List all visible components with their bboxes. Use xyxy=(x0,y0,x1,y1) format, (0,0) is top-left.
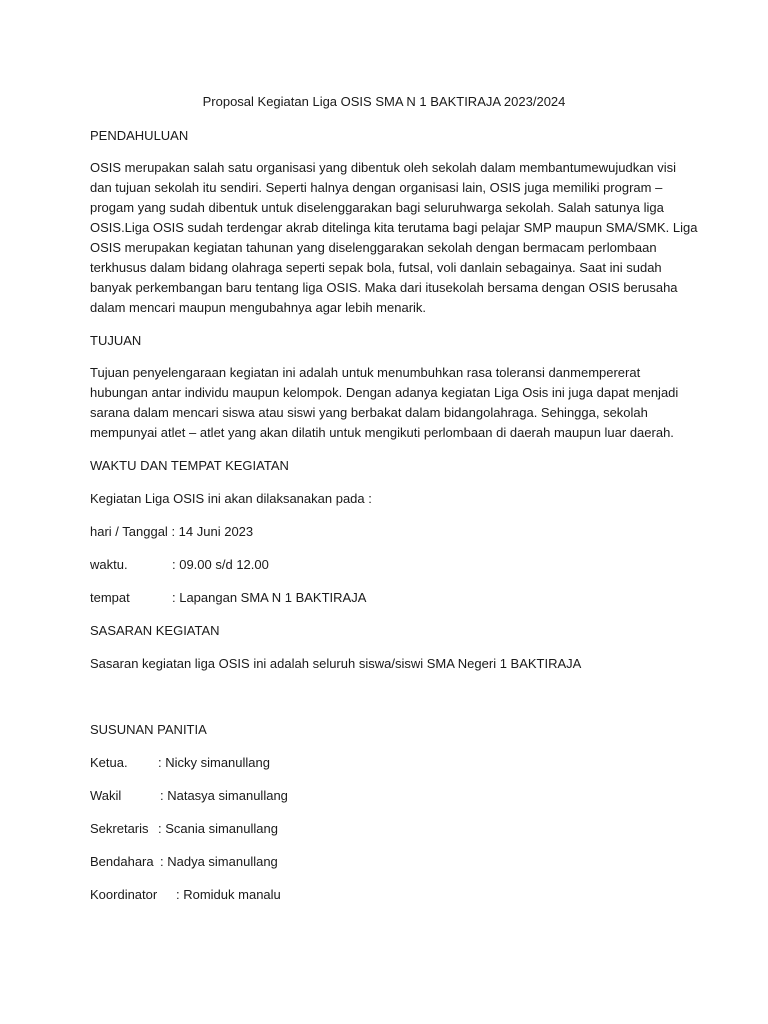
pendahuluan-paragraph xyxy=(90,158,697,318)
row-key: hari / Tanggal xyxy=(90,524,168,539)
paragraph-line: hubungan antar individu maupun kelompok. Dengan adanya kegiatan Liga Osis ini juga dapat menjadi xyxy=(90,385,679,400)
row-key: Sekretaris xyxy=(90,821,149,836)
panitia-row-sekretaris xyxy=(90,819,278,839)
paragraph-line: dan tujuan sekolah itu sendiri. Seperti halnya dengan organisasi lain, OSIS juga memiliki program – xyxy=(90,180,663,195)
paragraph-line: OSIS merupakan salah satu organisasi yang dibentuk oleh sekolah dalam membantumewujudkan visi xyxy=(90,160,677,175)
row-key: tempat xyxy=(90,590,130,605)
panitia-row-wakil xyxy=(90,786,288,806)
row-key: Bendahara xyxy=(90,854,154,869)
panitia-row-ketua xyxy=(90,753,270,773)
row-value: : Scania simanullang xyxy=(158,821,278,836)
waktu-row-tempat xyxy=(90,588,366,608)
row-value: : Lapangan SMA N 1 BAKTIRAJA xyxy=(172,590,367,605)
paragraph-line: mempunyai atlet – atlet yang akan dilatih untuk mengikuti perlombaan di daerah maupun luar daerah. xyxy=(90,425,674,440)
tujuan-paragraph xyxy=(90,363,678,443)
section-heading-sasaran: SASARAN KEGIATAN xyxy=(90,623,220,638)
section-heading-tujuan: TUJUAN xyxy=(90,333,142,348)
row-value: : Nadya simanullang xyxy=(160,854,278,869)
waktu-row-tanggal xyxy=(90,522,253,542)
waktu-intro: Kegiatan Liga OSIS ini akan dilaksanakan pada : xyxy=(90,491,372,506)
waktu-row-waktu xyxy=(90,555,269,575)
paragraph-line: OSIS.Liga OSIS sudah terdengar akrab ditelinga kita terutama bagi pelajar SMP maupun SMA/SMK. Liga xyxy=(90,220,698,235)
section-heading-pendahuluan: PENDAHULUAN xyxy=(90,128,189,143)
row-key: Ketua. xyxy=(90,755,128,770)
paragraph-line: terkhusus dalam bidang olahraga seperti sepak bola, futsal, voli danlain sebagainya. Saat ini sudah xyxy=(90,260,662,275)
row-key: Koordinator xyxy=(90,887,158,902)
sasaran-text: Sasaran kegiatan liga OSIS ini adalah seluruh siswa/siswi SMA Negeri 1 BAKTIRAJA xyxy=(90,656,582,671)
paragraph-line: progam yang sudah dibentuk untuk diselenggarakan bagi seluruhwarga sekolah. Salah satunya liga xyxy=(90,200,664,215)
row-value: : Natasya simanullang xyxy=(160,788,288,803)
row-value: : 14 Juni 2023 xyxy=(171,524,254,539)
section-heading-waktu: WAKTU DAN TEMPAT KEGIATAN xyxy=(90,458,289,473)
paragraph-line: OSIS merupakan kegiatan tahunan yang diselenggarakan sekolah dengan bermacam perlombaan xyxy=(90,240,657,255)
paragraph-line: dalam mencari maupun mengubahnya agar lebih menarik. xyxy=(90,300,427,315)
row-value: : 09.00 s/d 12.00 xyxy=(172,557,269,572)
paragraph-line: Tujuan penyelengaraan kegiatan ini adalah untuk menumbuhkan rasa toleransi danmempererat xyxy=(90,365,641,380)
row-value: : Nicky simanullang xyxy=(158,755,270,770)
section-heading-panitia: SUSUNAN PANITIA xyxy=(90,722,207,737)
row-key: waktu. xyxy=(90,557,128,572)
row-key: Wakil xyxy=(90,788,122,803)
row-value: : Romiduk manalu xyxy=(176,887,281,902)
panitia-row-bendahara xyxy=(90,852,278,872)
document-title: Proposal Kegiatan Liga OSIS SMA N 1 BAKTIRAJA 2023/2024 xyxy=(202,94,566,109)
panitia-row-koordinator xyxy=(90,885,281,905)
paragraph-line: sarana dalam mencari siswa atau siswi yang berbakat dalam bidangolahraga. Sehingga, sekolah xyxy=(90,405,648,420)
paragraph-line: banyak perkembangan baru tentang liga OSIS. Maka dari itusekolah bersama dengan OSIS berusaha xyxy=(90,280,678,295)
